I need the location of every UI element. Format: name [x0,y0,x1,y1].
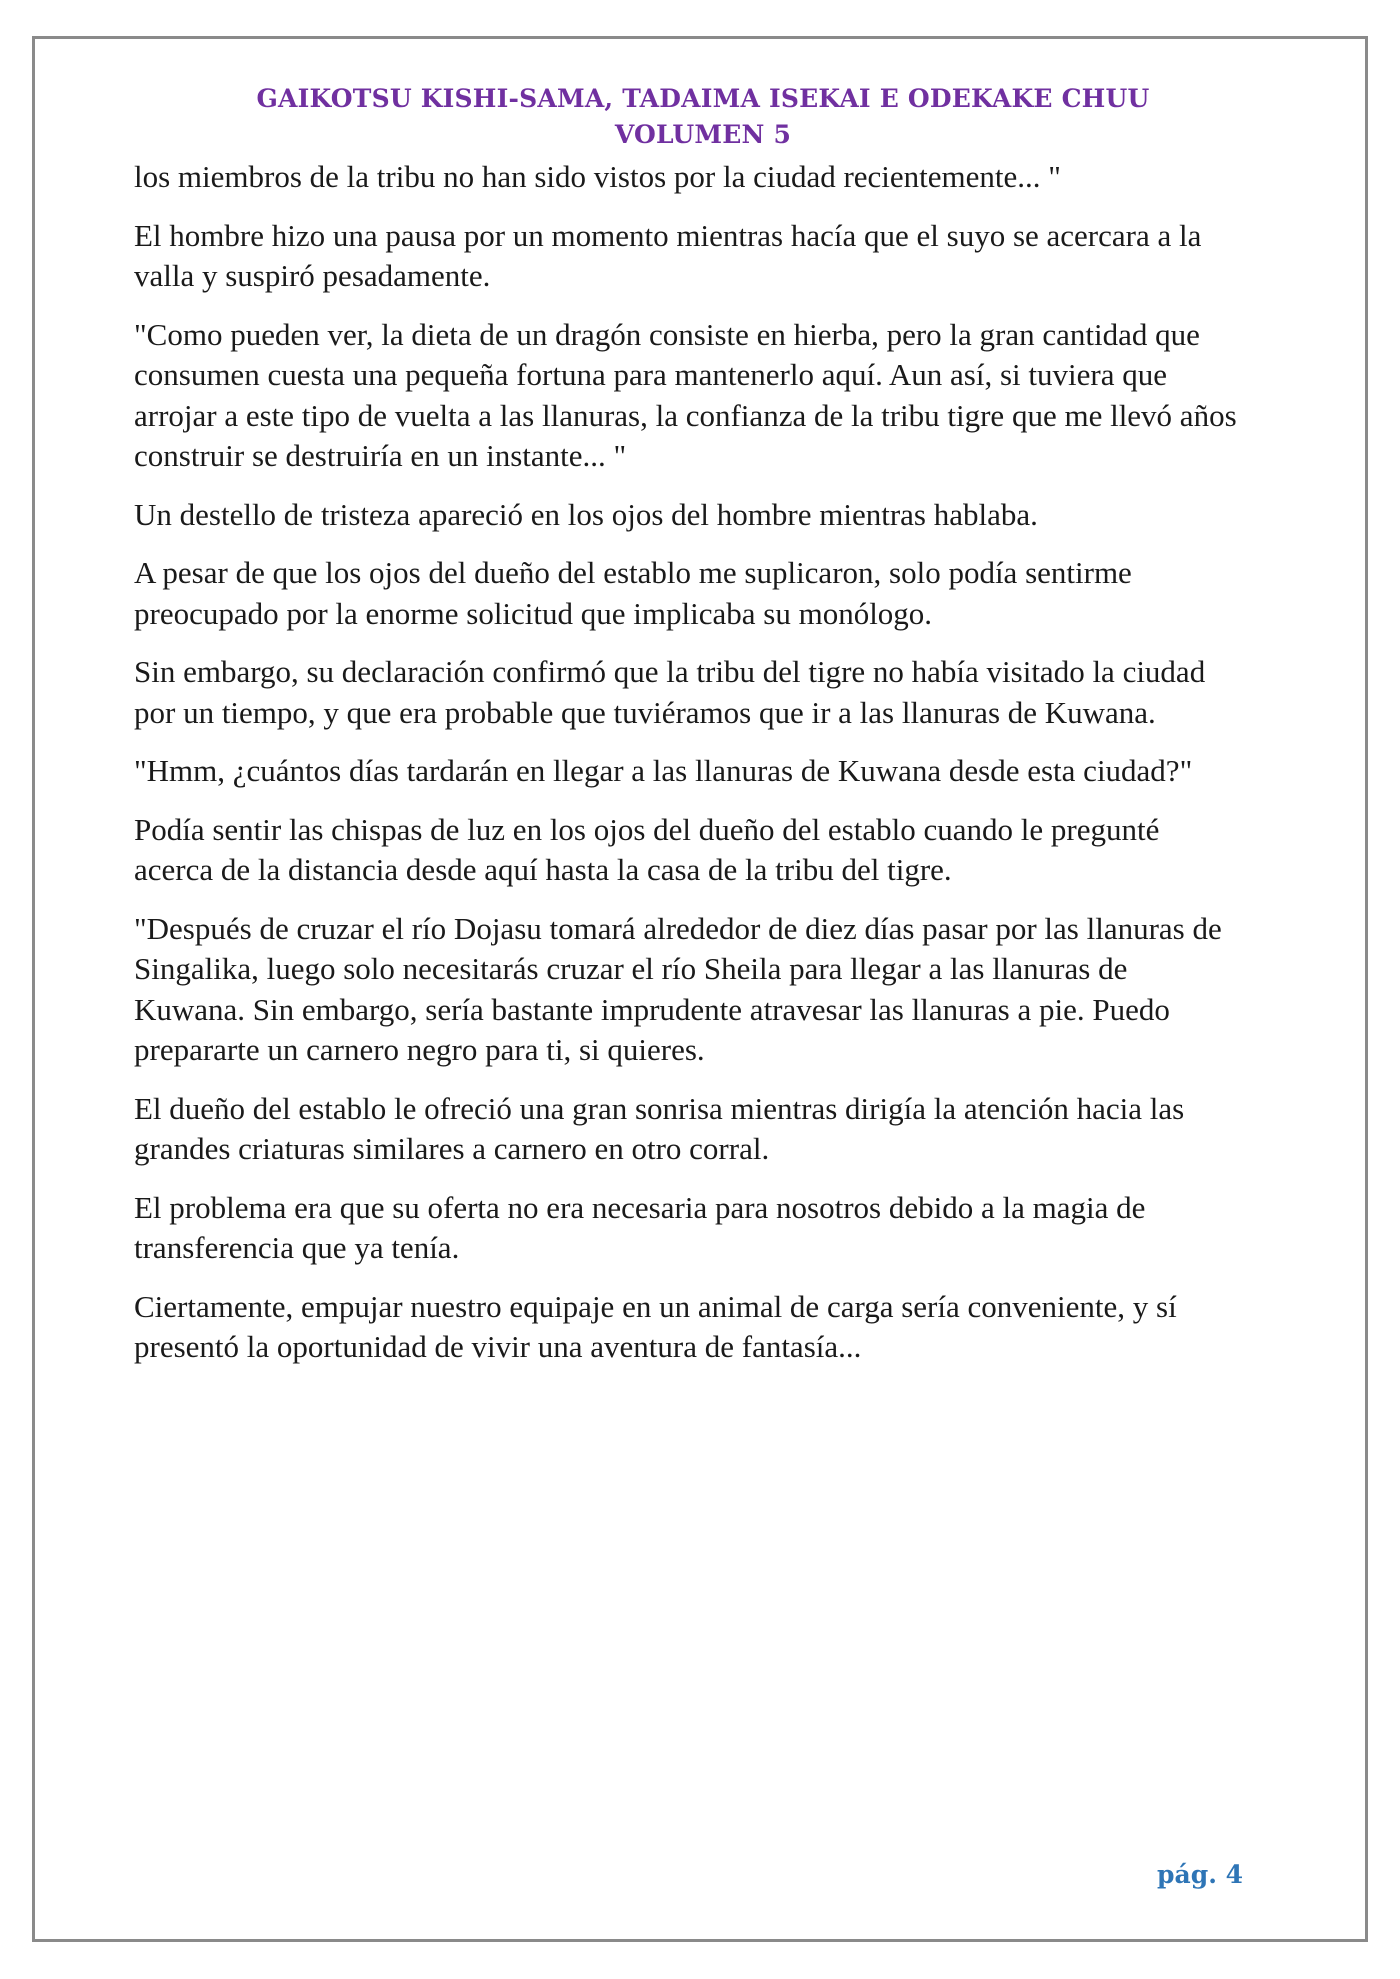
page-header [35,81,1371,153]
header-volume: VOLUMEN 5 [614,120,792,149]
paragraph: El problema era que su oferta no era necesaria para nosotros debido a la magia de transferencia que ya tenía. [134,1189,1146,1265]
paragraph: los miembros de la tribu no han sido vistos por la ciudad recientemente... " [134,159,1061,194]
paragraph: Un destello de tristeza apareció en los ojos del hombre mientras hablaba. [134,496,1038,532]
paragraph: Sin embargo, su declaración confirmó que la tribu del tigre no había visitado la ciudad por un tiempo, y que era probable que tuviéramos que ir a las llanuras de Kuwana. [134,654,1206,730]
paragraph: "Como pueden ver, la dieta de un dragón consiste en hierba, pero la gran cantidad que consumen cuesta una pequeña fortuna para mantenerlo aquí. Aun así, si tuviera que arrojar a este tipo de vuelta a las llanuras, la confianza de la tribu tigre que me llevó años construir se destruiría en un instante... " [134,316,1237,473]
page-number: pág. 4 [1157,1860,1243,1889]
paragraph: Podía sentir las chispas de luz en los ojos del dueño del establo cuando le pregunté acerca de la distancia desde aquí hasta la casa de la tribu del tigre. [134,811,1160,887]
body-text [134,157,1244,1386]
paragraph: "Después de cruzar el río Dojasu tomará alrededor de diez días pasar por las llanuras de Singalika, luego solo necesitarás cruzar el río Sheila para llegar a las llanuras de Kuwana. Sin embargo, sería bastante imprudente atravesar las llanuras a pie. Puedo prepararte un carnero negro para ti, si quieres. [134,910,1222,1067]
paragraph: "Hmm, ¿cuántos días tardarán en llegar a las llanuras de Kuwana desde esta ciudad?" [134,753,1193,788]
paragraph: El dueño del establo le ofreció una gran sonrisa mientras dirigía la atención hacia las grandes criaturas similares a carnero en otro corral. [134,1090,1185,1166]
header-title: GAIKOTSU KISHI-SAMA, TADAIMA ISEKAI E ODEKAKE CHUU [256,84,1150,113]
paragraph: A pesar de que los ojos del dueño del establo me suplicaron, solo podía sentirme preocupado por la enorme solicitud que implicaba su monólogo. [134,555,1132,631]
paragraph: Ciertamente, empujar nuestro equipaje en un animal de carga sería conveniente, y sí presentó la oportunidad de vivir una aventura de fantasía... [134,1288,1177,1364]
paragraph: El hombre hizo una pausa por un momento mientras hacía que el suyo se acercara a la valla y suspiró pesadamente. [134,217,1202,293]
